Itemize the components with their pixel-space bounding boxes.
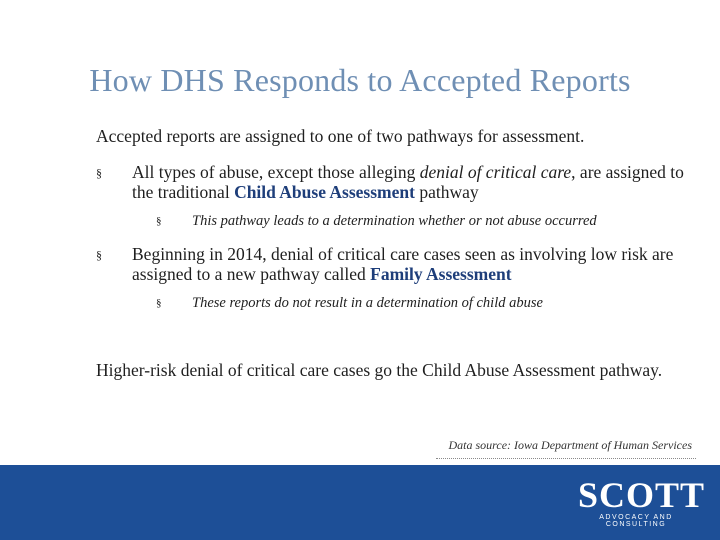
source-divider <box>436 458 696 459</box>
bullet-2-text-pre: Beginning in 2014, denial of critical care cases seen as involving low risk are assigned to a new pathway called <box>132 244 674 284</box>
slide-title: How DHS Responds to Accepted Reports <box>89 62 631 98</box>
slide-body <box>96 126 686 398</box>
bullet-marker-icon: § <box>96 166 102 180</box>
sub-bullet-1 <box>96 212 686 230</box>
bullet-2 <box>96 244 686 284</box>
intro-text: Accepted reports are assigned to one of two pathways for assessment. <box>96 126 585 146</box>
bullet-1-text-post: pathway <box>414 182 479 202</box>
sub-bullet-marker-icon: § <box>156 215 162 227</box>
data-source-note: Data source: Iowa Department of Human Services <box>448 438 692 452</box>
bullet-1-text-mid: , are assigned to the traditional <box>132 162 684 202</box>
sub-bullet-marker-icon: § <box>156 297 162 309</box>
bullet-2-highlight: Family Assessment <box>370 264 512 284</box>
logo-tagline: ADVOCACY AND CONSULTING <box>599 514 673 528</box>
bullet-1-text-pre: All types of abuse, except those alleging <box>132 162 420 182</box>
bullet-1-highlight: Child Abuse Assessment <box>234 182 415 202</box>
bullet-1 <box>96 162 686 202</box>
sub-bullet-2-text: These reports do not result in a determination of child abuse <box>192 295 543 311</box>
scott-logo <box>578 475 706 528</box>
outro-text: Higher-risk denial of critical care cases go the Child Abuse Assessment pathway. <box>96 360 663 380</box>
bullet-1-emphasis: denial of critical care <box>419 162 572 182</box>
logo-wordmark: SCOTT <box>578 475 706 515</box>
sub-bullet-1-text: This pathway leads to a determination whether or not abuse occurred <box>192 213 597 229</box>
bullet-marker-icon: § <box>96 248 102 262</box>
sub-bullet-2 <box>96 294 686 312</box>
